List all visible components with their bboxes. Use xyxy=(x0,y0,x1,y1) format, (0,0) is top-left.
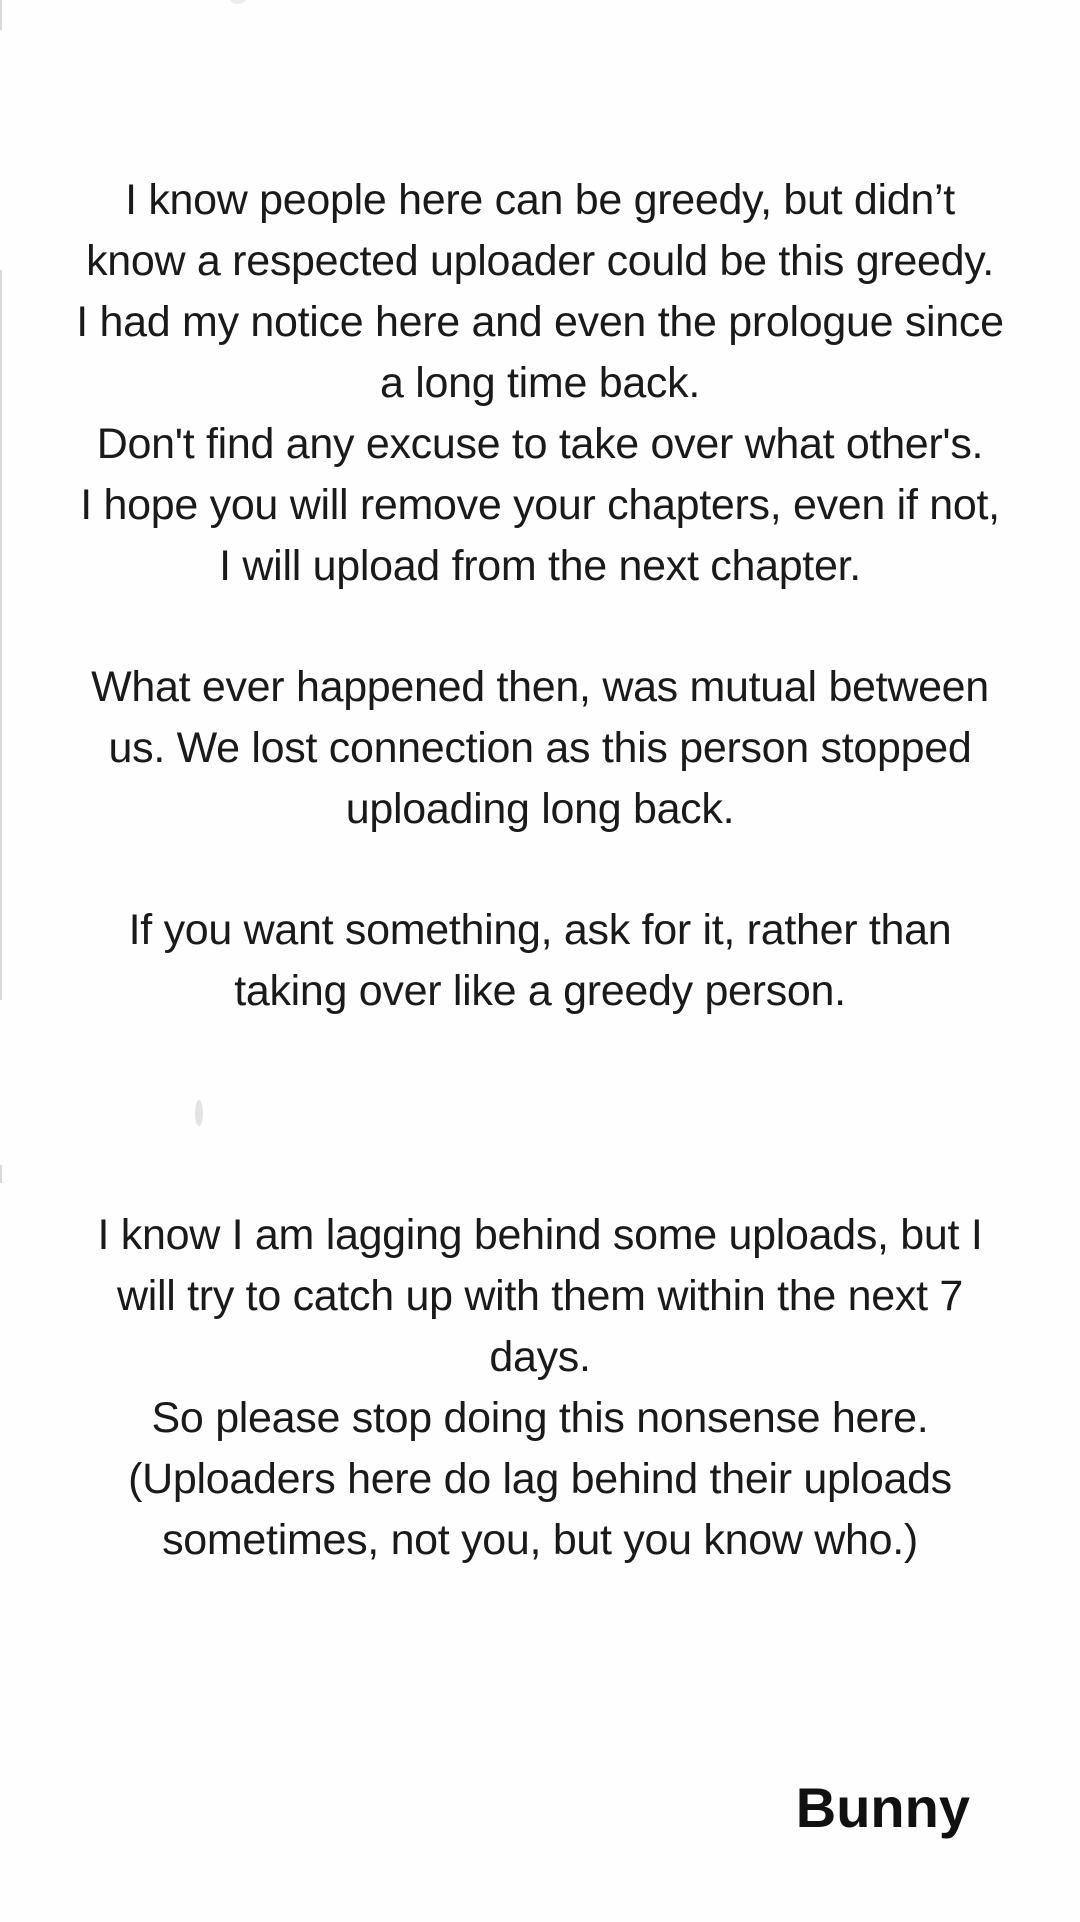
text-line: sometimes, not you, but you know who.) xyxy=(162,1516,918,1564)
text-line: I know I am lagging behind some uploads, but I xyxy=(97,1211,983,1259)
text-line: days. xyxy=(489,1333,591,1381)
text-line: us. We lost connection as this person stopped xyxy=(108,724,972,772)
text-line: taking over like a greedy person. xyxy=(234,967,846,1015)
notice-paragraph-2 xyxy=(40,657,1040,840)
text-line: I know people here can be greedy, but didn’t xyxy=(125,176,955,224)
scan-smudge xyxy=(230,0,246,4)
left-edge-mark xyxy=(0,1165,2,1183)
left-edge-mark xyxy=(0,0,2,30)
text-line: (Uploaders here do lag behind their uploads xyxy=(128,1455,952,1503)
signature: Bunny xyxy=(795,1776,970,1839)
notice-paragraph-3 xyxy=(40,900,1040,1022)
text-line: If you want something, ask for it, rather than xyxy=(128,906,952,954)
text-line: uploading long back. xyxy=(345,785,735,833)
text-line: I hope you will remove your chapters, even if not, xyxy=(80,481,1000,529)
text-line: Don't find any excuse to take over what other's. xyxy=(96,420,984,468)
text-line: What ever happened then, was mutual between xyxy=(91,663,989,711)
text-line: a long time back. xyxy=(380,359,700,407)
notice-paragraph-1 xyxy=(40,170,1040,597)
notice-paragraph-4 xyxy=(40,1205,1040,1571)
text-line: will try to catch up with them within the next 7 xyxy=(117,1272,963,1320)
text-line: I will upload from the next chapter. xyxy=(219,542,861,590)
left-edge-mark xyxy=(0,270,2,1000)
text-line: know a respected uploader could be this greedy. xyxy=(86,237,994,285)
scan-smudge xyxy=(195,1100,203,1126)
text-line: I had my notice here and even the prologue since xyxy=(76,298,1004,346)
text-line: So please stop doing this nonsense here. xyxy=(151,1394,929,1442)
